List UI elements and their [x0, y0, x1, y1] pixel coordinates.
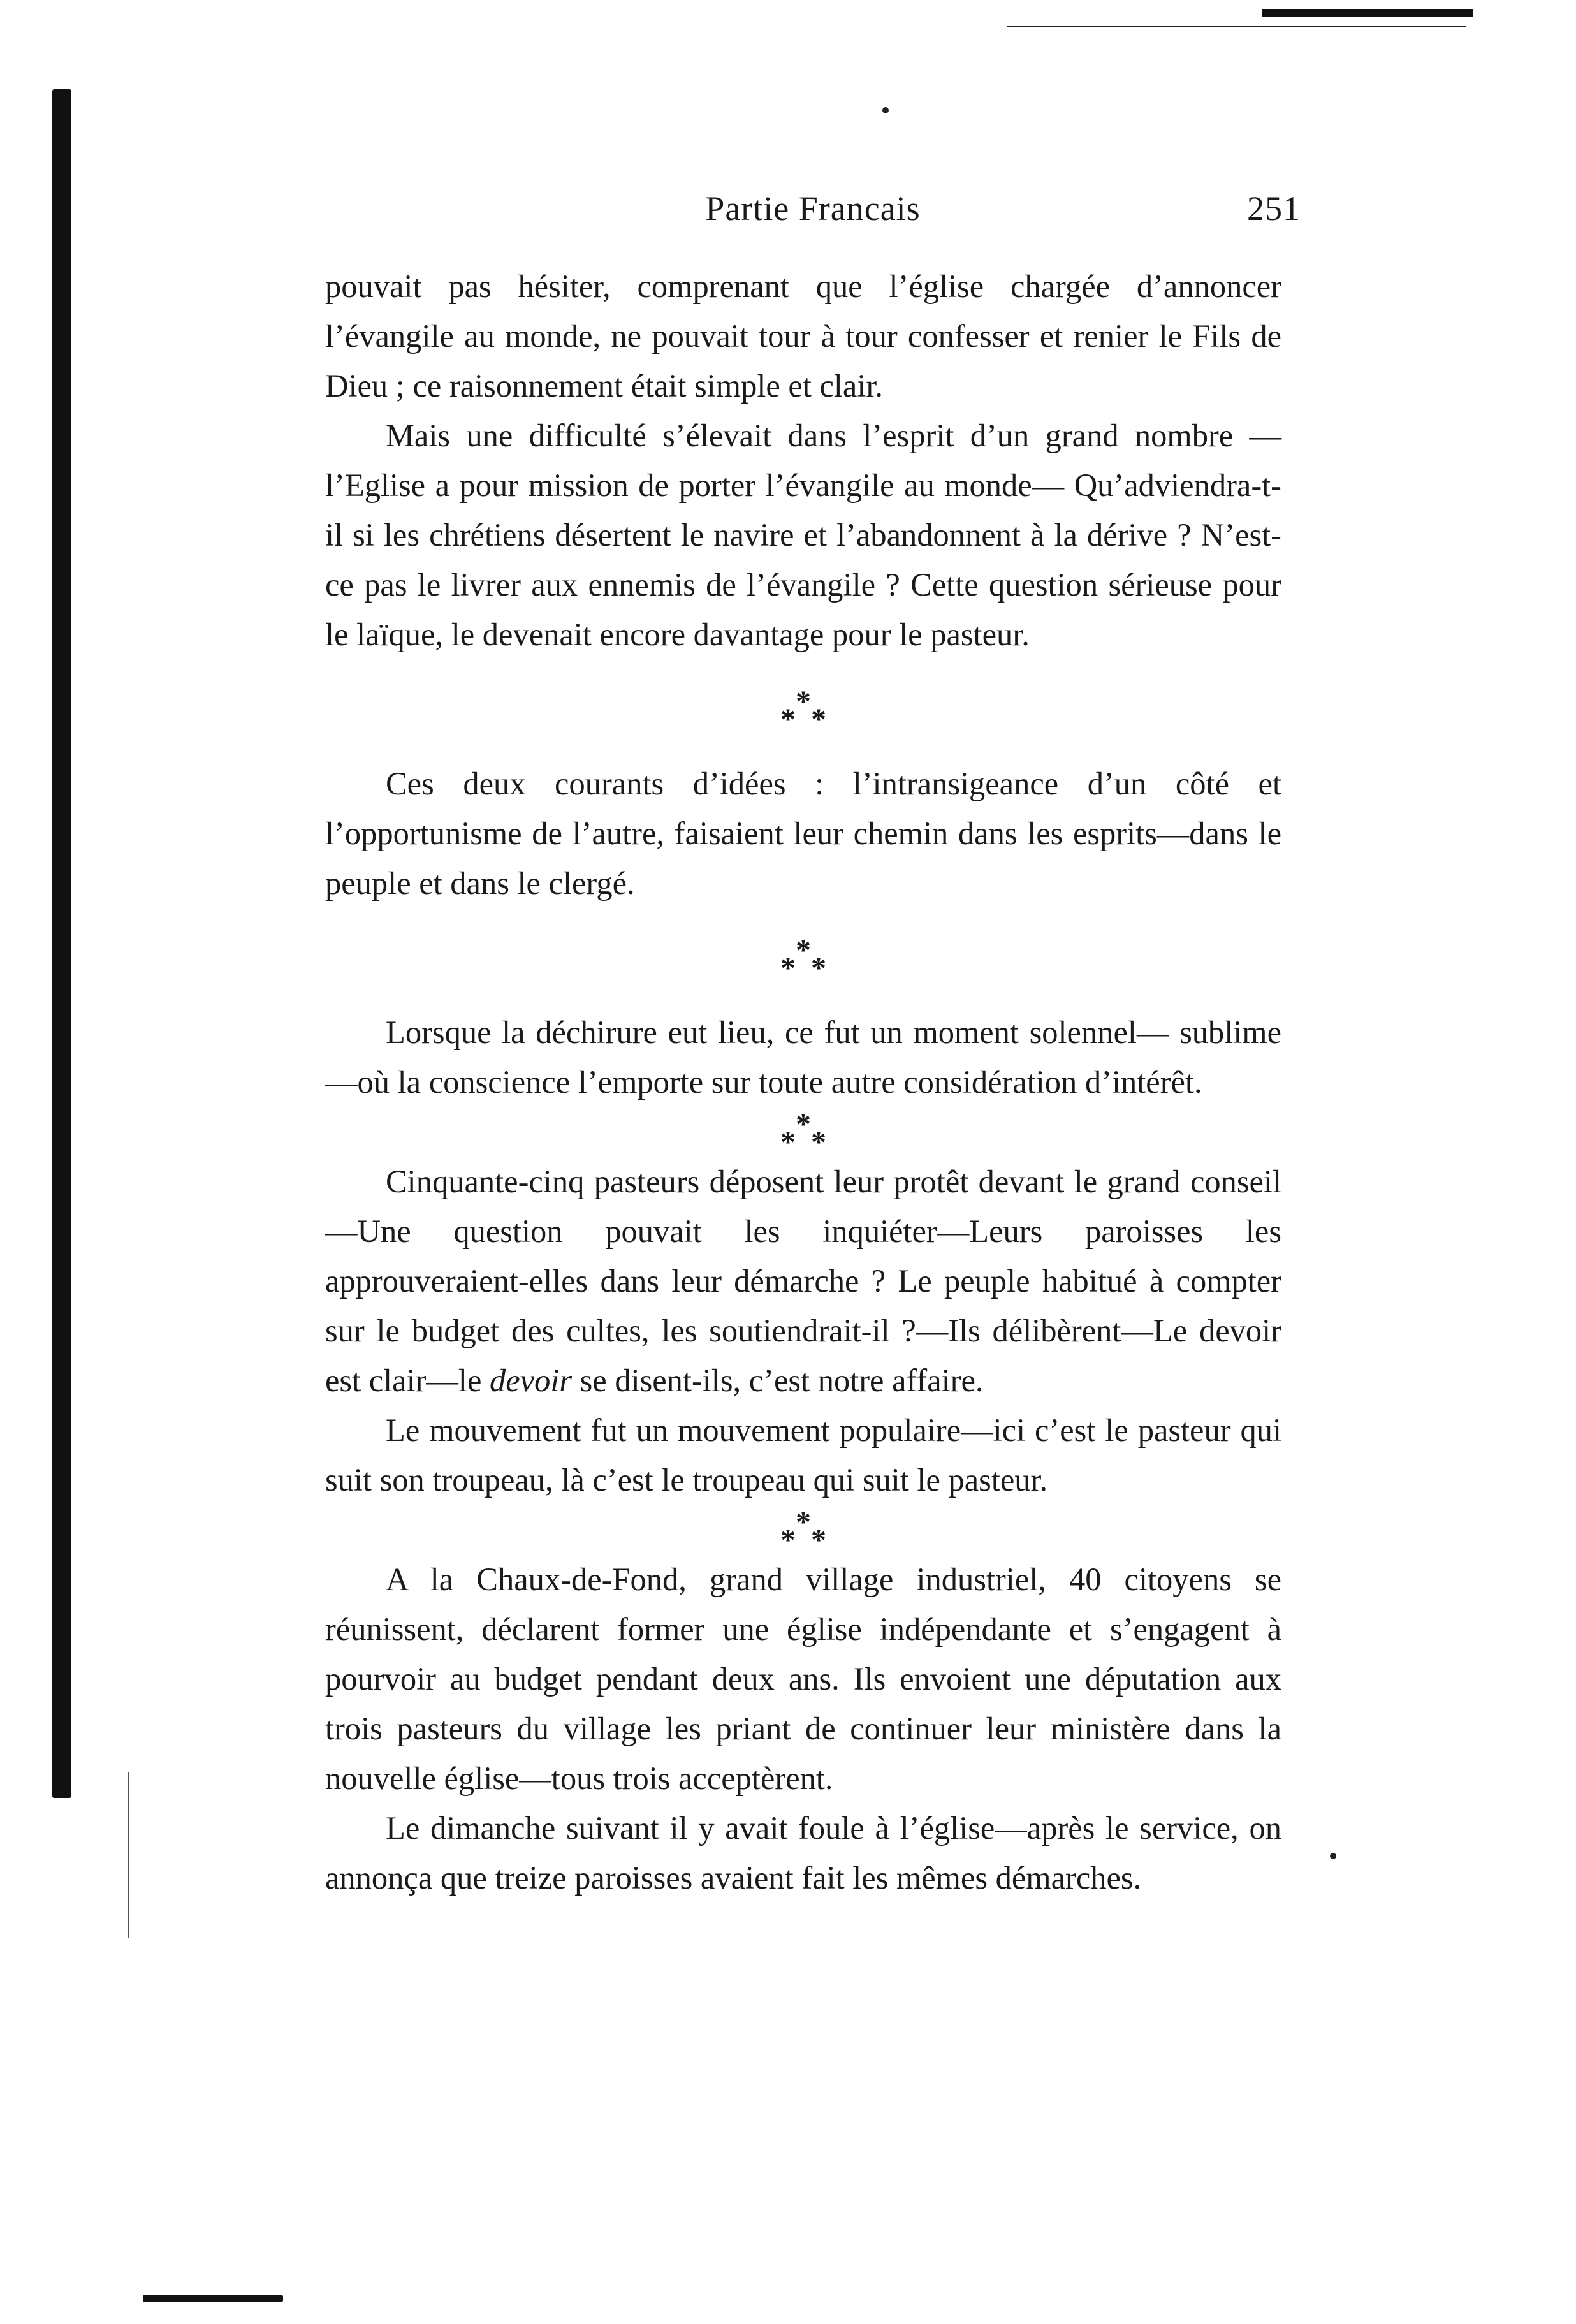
scan-edge-mark-bottom	[143, 2295, 283, 2302]
asterism-star: *	[796, 1107, 811, 1141]
asterism-star: *	[811, 703, 826, 736]
paragraph-text: se disent-ils, c’est notre affaire.	[580, 1363, 984, 1398]
page-number: 251	[1247, 189, 1301, 228]
asterism-star: *	[780, 951, 796, 985]
paragraph-text: Cinquante-cinq pasteurs déposent leur protêt devant le grand conseil—Une question pouvait les inquiéter—Leurs paroisses les approuveraient-elles dans leur démarche ? Le peuple habitué à compter sur le budget des cultes, les soutiendrait-il ?—Ils délibèrent—Le devoir est clair—le	[325, 1164, 1281, 1398]
page-title: Partie Francais	[705, 189, 921, 228]
asterism-star: *	[811, 1125, 826, 1159]
paragraph: A la Chaux-de-Fond, grand village industriel, 40 citoyens se réunissent, déclarent former une église indépendante et s’engagent à pourvoir au budget pendant deux ans. Ils envoient une députation aux trois pasteurs du village les priant de continuer leur ministère dans la nouvelle église—tous trois acceptèrent.	[325, 1561, 1281, 1796]
paragraph: Le mouvement fut un mouvement populaire—ici c’est le pasteur qui suit son troupeau, là c’est le troupeau qui suit le pasteur.	[325, 1412, 1281, 1498]
paragraph: Mais une difficulté s’élevait dans l’esprit d’un grand nombre —l’Eglise a pour mission de porter l’évangile au monde— Qu’adviendra-t-il si les chrétiens désertent le navire et l’abandonnent à la dérive ? N’est-ce pas le livrer aux ennemis de l’évangile ? Cette question sérieuse pour le laïque, le devenait encore davantage pour le pasteur.	[325, 418, 1281, 652]
scan-edge-mark-top-thick	[1262, 9, 1473, 17]
asterism-separator	[325, 659, 1281, 759]
asterism-star: *	[796, 1505, 811, 1539]
paragraph: Le dimanche suivant il y avait foule à l’église—après le service, on annonça que treize paroisses avaient fait les mêmes démarches.	[325, 1810, 1281, 1896]
paragraph: Lorsque la déchirure eut lieu, ce fut un moment solennel— sublime—où la conscience l’emporte sur toute autre considération d’intérêt.	[325, 1014, 1281, 1100]
asterism-separator	[325, 1107, 1281, 1157]
asterism-star: *	[796, 685, 811, 719]
asterism-star: *	[796, 933, 811, 967]
running-head	[325, 189, 1301, 240]
asterism-separator	[325, 908, 1281, 1007]
asterism-star: *	[811, 951, 826, 985]
paragraph: Ces deux courants d’idées : l’intransigeance d’un côté et l’opportunisme de l’autre, faisaient leur chemin dans les esprits—dans le peuple et dans le clergé.	[325, 766, 1281, 901]
scan-edge-line	[128, 1772, 129, 1938]
asterism-ornament	[778, 1107, 829, 1159]
scan-edge-mark-top	[1007, 26, 1466, 27]
asterism-star: *	[780, 1523, 796, 1557]
body-text	[325, 261, 1281, 1903]
paragraph	[325, 1157, 1281, 1405]
scan-speck	[882, 107, 889, 113]
scan-binding-shadow	[52, 89, 71, 1798]
asterism-ornament	[778, 685, 829, 736]
asterism-star: *	[780, 703, 796, 736]
asterism-ornament	[778, 1505, 829, 1557]
asterism-separator	[325, 1505, 1281, 1557]
emphasis-word: devoir	[490, 1363, 573, 1398]
asterism-star: *	[811, 1523, 826, 1557]
paragraph: pouvait pas hésiter, comprenant que l’église chargée d’annoncer l’évangile au monde, ne pouvait tour à tour confesser et renier le Fils de Dieu ; ce raisonnement était simple et clair.	[325, 268, 1281, 404]
scan-speck	[1330, 1853, 1336, 1859]
asterism-ornament	[778, 933, 829, 985]
asterism-star: *	[780, 1125, 796, 1159]
